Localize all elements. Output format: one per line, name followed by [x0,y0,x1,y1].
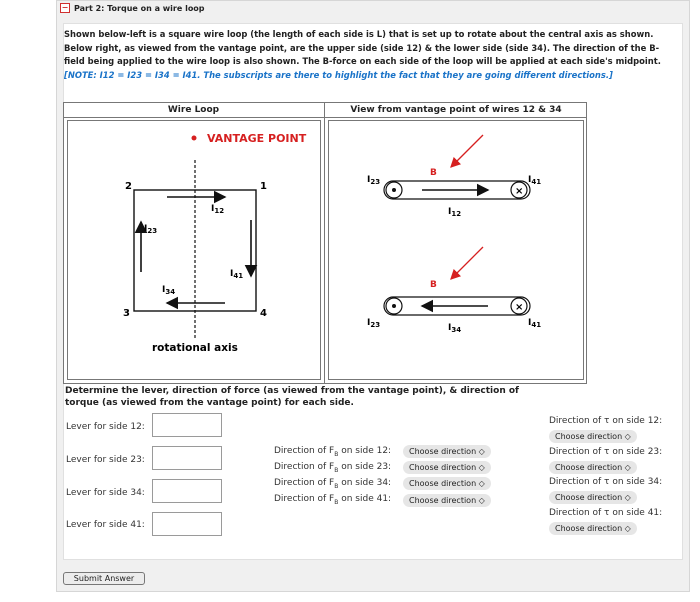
current-label-23-bottom: $I_{23}$ [367,318,381,329]
force-label-34: Direction of $F_B$ on side 34: [274,478,392,490]
lever-input-34[interactable] [152,479,222,503]
lever-label-41: Lever for side 41: [66,520,145,530]
lever-label-12: Lever for side 12: [66,422,145,432]
out-of-page-dot-bottom [392,304,396,308]
part-header[interactable] [60,3,205,13]
table-header-divider [63,117,587,118]
lever-label-34: Lever for side 34: [66,488,145,498]
out-of-page-dot-top [392,188,396,192]
current-label-41-bottom: $I_{41}$ [528,318,542,329]
corner-3: 3 [123,308,130,319]
lever-input-41[interactable] [152,512,222,536]
torque-select-23[interactable]: Choose direction ◇ [549,461,637,474]
torque-select-41[interactable]: Choose direction ◇ [549,522,637,535]
rotational-axis-label: rotational axis [152,342,238,354]
b-field-arrow-top [451,135,483,167]
current-label-34: $I_{34}$ [162,285,176,296]
description-text: Shown below-left is a square wire loop (the length of each side is L) that is set up to rotate about the central axis as shown. Below right, as viewed from the vantage point, are the upper side (side 12) & the lower side (side 34). The direction of the B-field being applied to the wire loop is also shown. The B-force on each side of the loop will be applied at each side's midpoint. [64,29,661,66]
force-select-12[interactable]: Choose direction ◇ [403,445,491,458]
table-column-divider [324,102,325,384]
torque-label-12: Direction of τ on side 12: [549,416,663,426]
current-label-12-view: $I_{12}$ [448,207,462,218]
force-select-34[interactable]: Choose direction ◇ [403,477,491,490]
into-page-x-top: × [515,186,524,197]
force-select-23[interactable]: Choose direction ◇ [403,461,491,474]
torque-label-23: Direction of τ on side 23: [549,447,663,457]
b-field-label-bottom: B [430,280,437,290]
torque-label-41: Direction of τ on side 41: [549,508,663,518]
vantage-view-diagram [328,120,584,380]
lever-input-23[interactable] [152,446,222,470]
current-label-41: $I_{41}$ [230,269,244,280]
force-label-23: Direction of $F_B$ on side 23: [274,462,392,474]
vantage-label: VANTAGE POINT [207,132,307,145]
corner-2: 2 [125,181,132,192]
torque-label-34: Direction of τ on side 34: [549,477,663,487]
question-prompt: Determine the lever, direction of force (as viewed from the vantage point), & direction of torque (as viewed from the vantage point) for each side. [65,386,519,408]
corner-4: 4 [260,308,267,319]
vantage-view-header: View from vantage point of wires 12 & 34 [350,105,562,115]
current-label-34-view: $I_{34}$ [448,323,462,334]
torque-select-12[interactable]: Choose direction ◇ [549,430,637,443]
part-title: Part 2: Torque on a wire loop [74,3,205,13]
collapse-icon[interactable]: − [61,3,69,12]
wire-loop-header: Wire Loop [167,105,220,115]
vantage-dot [192,136,197,141]
force-label-41: Direction of $F_B$ on side 41: [274,494,392,506]
into-page-x-bottom: × [515,302,524,313]
wire-loop-diagram [67,120,321,380]
lever-label-23: Lever for side 23: [66,455,145,465]
corner-1: 1 [260,181,267,192]
submit-answer-button[interactable]: Submit Answer [63,572,145,585]
current-label-23-top: $I_{23}$ [367,175,381,186]
b-field-arrow-bottom [451,247,483,279]
description-note: [NOTE: I12 = I23 = I34 = I41. The subscripts are there to highlight the fact that they are going different directions.] [64,69,613,80]
problem-description [64,28,678,82]
current-label-41-top: $I_{41}$ [528,175,542,186]
torque-select-34[interactable]: Choose direction ◇ [549,491,637,504]
force-label-12: Direction of $F_B$ on side 12: [274,446,392,458]
current-label-12: $I_{12}$ [211,204,225,215]
lever-input-12[interactable] [152,413,222,437]
force-select-41[interactable]: Choose direction ◇ [403,494,491,507]
current-label-23: $I_{23}$ [144,224,158,235]
b-field-label-top: B [430,168,437,178]
